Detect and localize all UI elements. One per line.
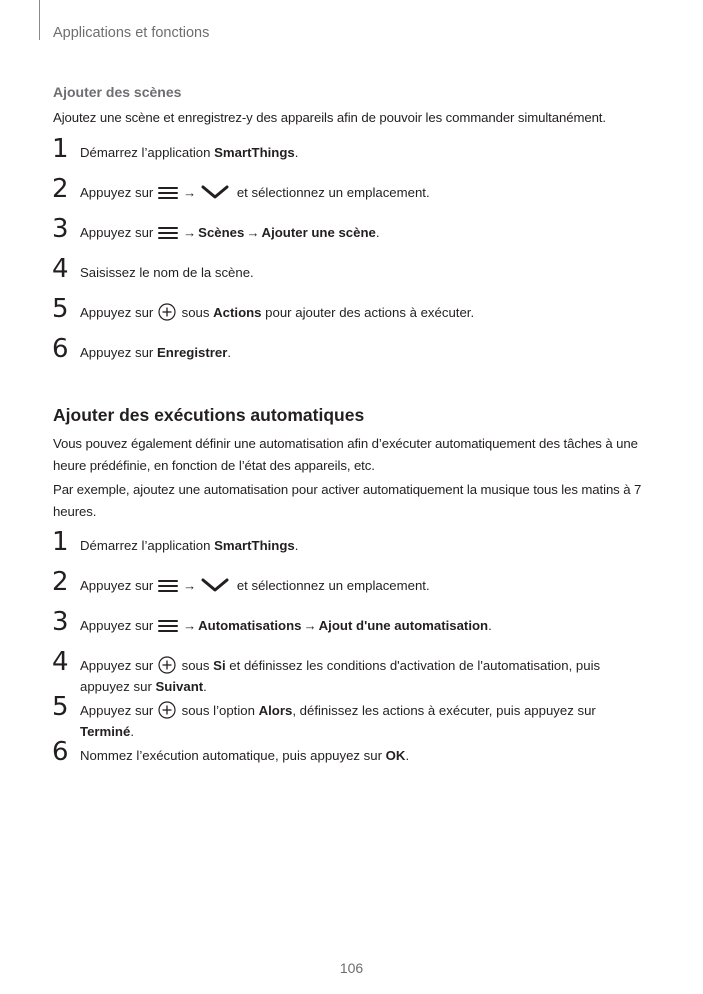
step-text: Saisissez le nom de la scène. [80, 265, 254, 280]
step-number: 4 [52, 647, 69, 677]
step-item [52, 294, 653, 339]
page-header: Applications et fonctions [53, 25, 210, 41]
page-number: 106 [339, 960, 364, 976]
chevron-down-icon [201, 578, 229, 592]
add-circle-icon [158, 656, 176, 674]
page-content [53, 84, 653, 782]
step-text: Appuyez sur sous Actions pour ajouter des actions à exécuter. [80, 299, 653, 323]
step-number: 4 [52, 254, 69, 284]
menu-icon [158, 186, 178, 200]
menu-icon [158, 579, 178, 593]
step-text: Appuyez sur → Automatisations → Ajout d'une automatisation. [80, 618, 492, 633]
menu-icon [158, 226, 178, 240]
step-number: 6 [52, 737, 69, 767]
step-item [52, 567, 653, 612]
step-list-scenes [52, 134, 653, 379]
step-text: Appuyez sur Enregistrer. [80, 345, 232, 360]
add-circle-icon [158, 303, 176, 321]
step-number: 6 [52, 334, 69, 364]
step-item [52, 174, 653, 219]
step-item [52, 334, 653, 379]
step-item [52, 134, 653, 179]
step-item [52, 737, 653, 782]
step-text: Démarrez l’application SmartThings. [80, 145, 299, 160]
step-item [52, 254, 653, 299]
step-text: Appuyez sur → Scènes → Ajouter une scène. [80, 225, 380, 240]
step-list-automations [52, 527, 653, 782]
step-item [52, 647, 653, 697]
step-text: Appuyez sur → et sélectionnez un emplacement. [80, 185, 430, 200]
section-heading-scenes: Ajouter des scènes [53, 84, 182, 100]
step-number: 3 [52, 607, 69, 637]
step-number: 2 [52, 174, 69, 204]
step-number: 2 [52, 567, 69, 597]
step-number: 5 [52, 692, 69, 722]
menu-icon [158, 619, 178, 633]
step-item [52, 214, 653, 259]
step-item [52, 527, 653, 572]
step-number: 3 [52, 214, 69, 244]
step-text: Appuyez sur sous l’option Alors, définissez les actions à exécuter, puis appuyez sur Terminé. [80, 697, 653, 742]
step-item [52, 607, 653, 652]
step-number: 1 [52, 134, 69, 164]
step-item [52, 692, 653, 742]
step-number: 1 [52, 527, 69, 557]
step-text: Démarrez l’application SmartThings. [80, 538, 299, 553]
step-text: Appuyez sur → et sélectionnez un emplacement. [80, 578, 430, 593]
step-text: Appuyez sur sous Si et définissez les conditions d'activation de l'automatisation, puis appuyez sur Suivant. [80, 652, 653, 697]
section-intro-automations: Vous pouvez également définir une automatisation afin d’exécuter automatiquement des tâches à une heure prédéfinie, en fonction de l’état des appareils, etc. [53, 436, 638, 473]
step-text: Nommez l’exécution automatique, puis appuyez sur OK. [80, 748, 410, 763]
header-divider [39, 0, 40, 40]
section-heading-automations: Ajouter des exécutions automatiques [53, 405, 365, 425]
step-number: 5 [52, 294, 69, 324]
section-intro-scenes: Ajoutez une scène et enregistrez-y des appareils afin de pouvoir les commander simultanément. [53, 110, 606, 125]
section-example-automations: Par exemple, ajoutez une automatisation pour activer automatiquement la musique tous les matins à 7 heures. [53, 482, 642, 519]
add-circle-icon [158, 701, 176, 719]
chevron-down-icon [201, 185, 229, 199]
